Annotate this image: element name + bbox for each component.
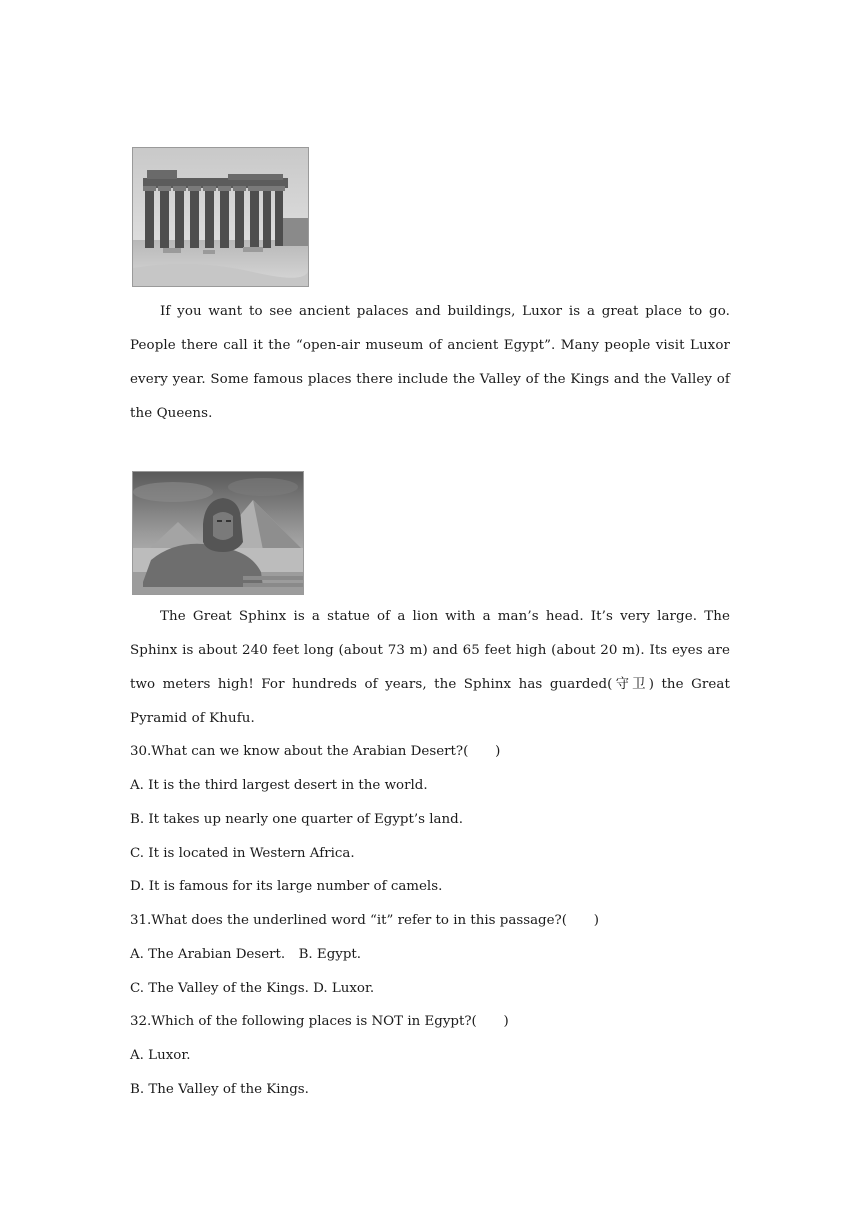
question-31-options-cd: C. The Valley of the Kings. D. Luxor. bbox=[130, 981, 375, 996]
luxor-paragraph-text: If you want to see ancient palaces and buildings, Luxor is a great place to go. People there call it the “open-air museum of ancient Egypt”. Many people visit Luxor every year. Some famous places there include the Valley of the Kings and the Valley of the Queens. bbox=[130, 304, 730, 421]
question-31-stem: 31.What does the underlined word “it” refer to in this passage?( ) bbox=[130, 913, 599, 928]
question-30-option-d: D. It is famous for its large number of camels. bbox=[130, 879, 443, 894]
question-32-option-a: A. Luxor. bbox=[130, 1048, 191, 1063]
question-30-option-b: B. It takes up nearly one quarter of Egypt’s land. bbox=[130, 812, 463, 827]
question-30-option-a: A. It is the third largest desert in the world. bbox=[130, 778, 428, 793]
question-32-option-b: B. The Valley of the Kings. bbox=[130, 1082, 309, 1097]
sphinx-paragraph-text: The Great Sphinx is a statue of a lion with a man’s head. It’s very large. The Sphinx is about 240 feet long (about 73 m) and 65 feet high (about 20 m). Its eyes are two meters high! For hundreds of years, the Sphinx has guarded(守卫) the Great Pyramid of Khufu. bbox=[130, 609, 730, 726]
question-30-option-c: C. It is located in Western Africa. bbox=[130, 846, 355, 861]
sphinx-pyramid-photo bbox=[132, 471, 304, 595]
luxor-temple-photo bbox=[132, 147, 309, 287]
luxor-paragraph bbox=[130, 295, 730, 431]
question-30-stem: 30.What can we know about the Arabian Desert?( ) bbox=[130, 744, 501, 759]
question-31-options-ab: A. The Arabian Desert. B. Egypt. bbox=[130, 947, 362, 962]
question-32-stem: 32.Which of the following places is NOT in Egypt?( ) bbox=[130, 1014, 509, 1029]
sphinx-paragraph bbox=[130, 600, 730, 736]
sphinx-pyramid-illustration bbox=[133, 472, 303, 594]
luxor-temple-illustration bbox=[133, 148, 308, 286]
